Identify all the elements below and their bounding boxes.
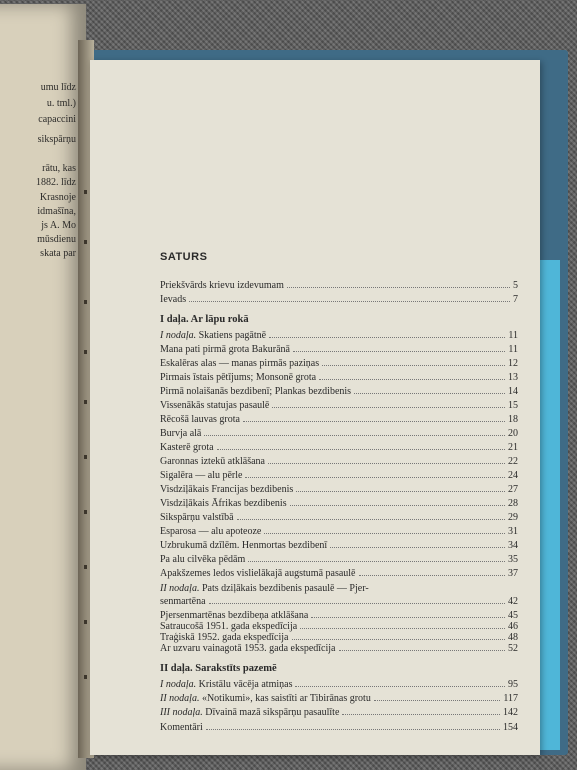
toc-row: Sikspārņu valstībā 29 [160, 512, 518, 523]
binding-stitch [84, 675, 87, 679]
toc-row: Burvja alā 20 [160, 428, 518, 439]
binding-stitch [84, 190, 87, 194]
toc-row: Pa alu cilvēka pēdām 35 [160, 554, 518, 565]
toc-row-chapter: II nodaļa. Pats dziļākais bezdibenis pasaulē — Pjer- [160, 583, 369, 594]
binding-stitch [84, 400, 87, 404]
toc-row: Eskalēras alas — manas pirmās paziņas 12 [160, 358, 518, 369]
toc-row: Garonnas iztekū atklāšana 22 [160, 456, 518, 467]
toc-row-chapter-cont: senmartēna 42 [160, 596, 518, 607]
toc-row: Pirmā nolaišanās bezdibenī; Plankas bezdibenis 14 [160, 386, 518, 397]
left-page-text-fragment: mūsdienu [37, 234, 76, 245]
binding-stitch [84, 350, 87, 354]
left-page-text-fragment: u. tml.) [46, 98, 76, 109]
left-page [0, 4, 86, 770]
toc-row: Kasterē grota 21 [160, 442, 518, 453]
toc-row: Ar uzvaru vainagotā 1953. gada ekspedīcija 52 [160, 643, 518, 654]
left-page-text-fragment: 1882. līdz [36, 177, 76, 188]
toc-row: Ievads 7 [160, 294, 518, 305]
part-title: II daļa. Sarakstīts pazemē [160, 663, 277, 674]
toc-row: Traģiskā 1952. gada ekspedīcija 48 [160, 632, 518, 643]
binding-stitch [84, 300, 87, 304]
binding-stitch [84, 510, 87, 514]
left-page-text-fragment: js A. Mo [41, 220, 76, 231]
binding-stitch [84, 620, 87, 624]
toc-row: Pjersenmartēnas bezdibeņa atklāšana 45 [160, 610, 518, 621]
toc-row: Uzbrukumā dzīlēm. Henmortas bezdibenī 34 [160, 540, 518, 551]
toc-row: Visdziļākais Āfrikas bezdibenis 28 [160, 498, 518, 509]
toc-row: Visdziļākais Francijas bezdibenis 27 [160, 484, 518, 495]
binding-stitch [84, 565, 87, 569]
toc-row: Komentāri 154 [160, 722, 518, 733]
left-page-text-fragment: sikspārņu [37, 134, 76, 145]
toc-row: Vissenākās statujas pasaulē 15 [160, 400, 518, 411]
toc-row: I nodaļa. Kristālu vācēja atmiņas 95 [160, 679, 518, 690]
left-page-text-fragment: umu līdz [40, 82, 76, 93]
left-page-text-fragment: idmašīna, [37, 206, 76, 217]
toc-row: Esparosa — alu apoteoze 31 [160, 526, 518, 537]
toc-row: Satraucošā 1951. gada ekspedīcija 46 [160, 621, 518, 632]
binding-stitch [84, 240, 87, 244]
toc-heading: SATURS [160, 251, 208, 263]
toc-row: II nodaļa. «Notikumi», kas saistīti ar Tibirānas grotu 117 [160, 693, 518, 704]
toc-row: Sigalēra — alu pērle 24 [160, 470, 518, 481]
toc-row: Rēcošā lauvas grota 18 [160, 414, 518, 425]
toc-row: Apakšzemes ledos vislielākajā augstumā pasaulē 37 [160, 568, 518, 579]
binding-stitch [84, 455, 87, 459]
toc-row: Priekšvārds krievu izdevumam 5 [160, 280, 518, 291]
part-title: I daļa. Ar lāpu rokā [160, 314, 249, 325]
toc-row: III nodaļa. Dīvainā mazā sikspārņu pasaulīte 142 [160, 707, 518, 718]
toc-row: Mana pati pirmā grota Bakurānā 11 [160, 344, 518, 355]
left-page-text-fragment: Krasnoje [39, 192, 76, 203]
left-page-text-fragment: skata par [40, 248, 76, 259]
toc-row: Pirmais īstais pētījums; Monsonē grota 13 [160, 372, 518, 383]
left-page-text-fragment: rātu, kas [42, 163, 76, 174]
toc-row-chapter: I nodaļa. Skatiens pagātnē 11 [160, 330, 518, 341]
left-page-text-fragment: capaccini [38, 114, 76, 125]
right-page [90, 60, 540, 755]
